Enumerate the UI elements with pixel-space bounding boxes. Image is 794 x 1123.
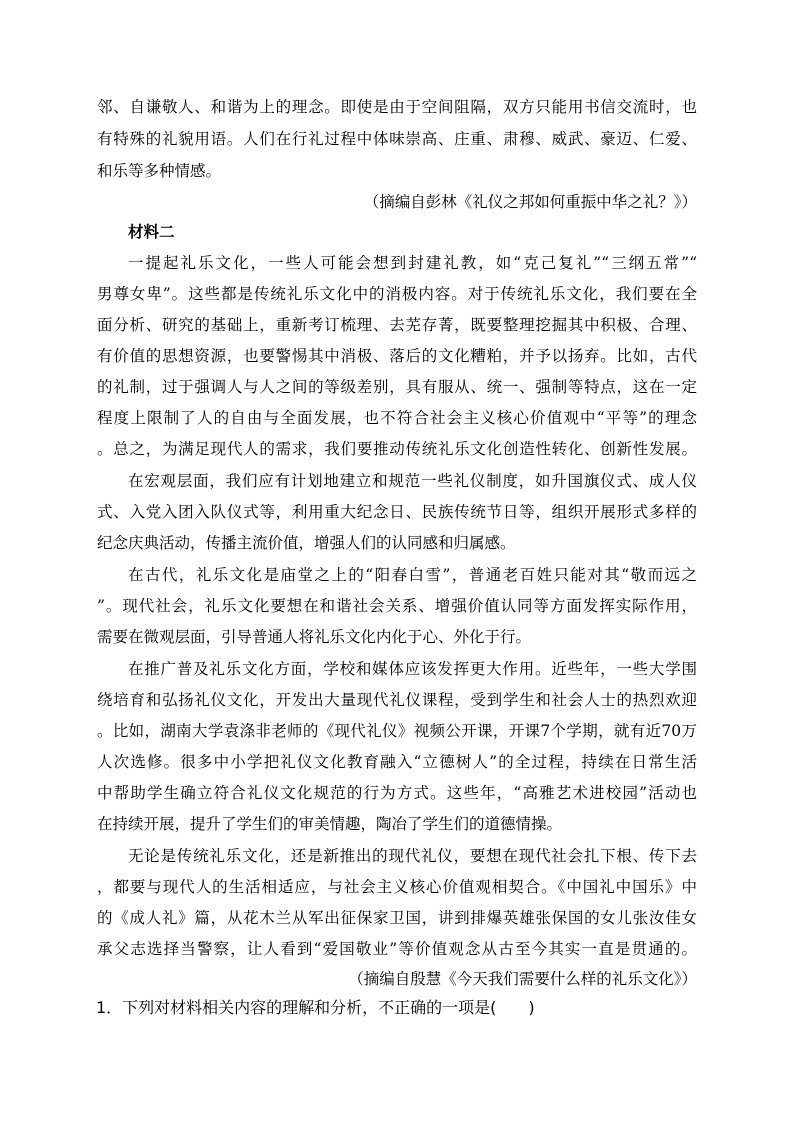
text-line: 有价值的思想资源，也要警惕其中消极、落后的文化糟粕，并予以扬弃。比如，古代 (97, 347, 697, 365)
text-line: 纪念庆典活动，传播主流价值，增强人们的认同感和归属感。 (97, 534, 516, 552)
text-line: 承父志选择当警察，让人看到“爱国敬业”等价值观念从古至今其实一直是贯通的。 (97, 940, 697, 958)
text-line: 的《成人礼》篇，从花木兰从军出征保家卫国，讲到排爆英雄张保国的女儿张汝佳女 (97, 909, 697, 927)
text-line: 程度上限制了人的自由与全面发展，也不符合社会主义核心价值观中“平等”的理念 (97, 409, 697, 427)
text-line: 在推广普及礼乐文化方面，学校和媒体应该发挥更大作用。近些年，一些大学围 (128, 660, 697, 678)
text-line: 在持续开展，提升了学生们的审美情趣，陶冶了学生们的道德情操。 (97, 815, 563, 833)
text-line: 和乐等多种情感。 (97, 162, 222, 180)
text-line: 。比如，湖南大学袁涤非老师的《现代礼仪》视频公开课，开课7个学期，就有近70万 (97, 722, 697, 740)
text-line: 。总之，为满足现代人的需求，我们要推动传统礼乐文化创造性转化、创新性发展。 (97, 440, 697, 458)
source-citation-1: （摘编自彭林《礼仪之邦如何重振中华之礼？》） (363, 193, 697, 211)
text-line: 在古代，礼乐文化是庙堂之上的“阳春白雪”，普通老百姓只能对其“敬而远之 (128, 566, 697, 584)
text-line: 的礼制，过于强调人与人之间的等级差别，具有服从、统一、强制等特点，这在一定 (97, 378, 697, 396)
text-line: 无论是传统礼乐文化，还是新推出的现代礼仪，要想在现代社会扎下根、传下去 (128, 847, 697, 865)
text-line: 面分析、研究的基础上，重新考订梳理、去芜存菁，既要整理挖掘其中积极、合理、 (97, 316, 697, 334)
source-citation-2: （摘编自殷慧《今天我们需要什么样的礼乐文化》） (348, 970, 697, 988)
text-line: 男尊女卑”。这些都是传统礼乐文化中的消极内容。对于传统礼乐文化，我们要在全 (97, 285, 697, 303)
question-1: 1．下列对材料相关内容的理解和分析，不正确的一项是( ) (96, 998, 535, 1017)
text-line: 一提起礼乐文化，一些人可能会想到封建礼教，如“克己复礼”“三纲五常”“ (128, 254, 697, 272)
text-line: 在宏观层面，我们应有计划地建立和规范一些礼仪制度，如升国旗仪式、成人仪 (128, 472, 697, 490)
text-line: 中帮助学生确立符合礼仪文化规范的行为方式。这些年，“高雅艺术进校园”活动也 (97, 784, 697, 802)
text-line: ”。现代社会，礼乐文化要想在和谐社会关系、增强价值认同等方面发挥实际作用， (97, 597, 697, 615)
section-heading-material-2: 材料二 (128, 222, 175, 241)
text-line: 绕培育和弘扬礼仪文化，开发出大量现代礼仪课程，受到学生和社会人士的热烈欢迎 (97, 691, 697, 709)
text-line: 式、入党入团入队仪式等，利用重大纪念日、民族传统节日等，组织开展形式多样的 (97, 503, 697, 521)
text-line: 人次选修。很多中小学把礼仪文化教育融入“立德树人”的全过程，持续在日常生活 (97, 753, 697, 771)
text-line: 邻、自谦敬人、和谐为上的理念。即使是由于空间阻隔，双方只能用书信交流时，也 (97, 98, 697, 116)
text-line: 需要在微观层面，引导普通人将礼乐文化内化于心、外化于行。 (97, 628, 532, 646)
text-line: ，都要与现代人的生活相适应，与社会主义核心价值观相契合。《中国礼中国乐》中 (97, 878, 697, 896)
text-line: 有特殊的礼貌用语。人们在行礼过程中体味崇高、庄重、肃穆、威武、豪迈、仁爱、 (97, 130, 697, 148)
